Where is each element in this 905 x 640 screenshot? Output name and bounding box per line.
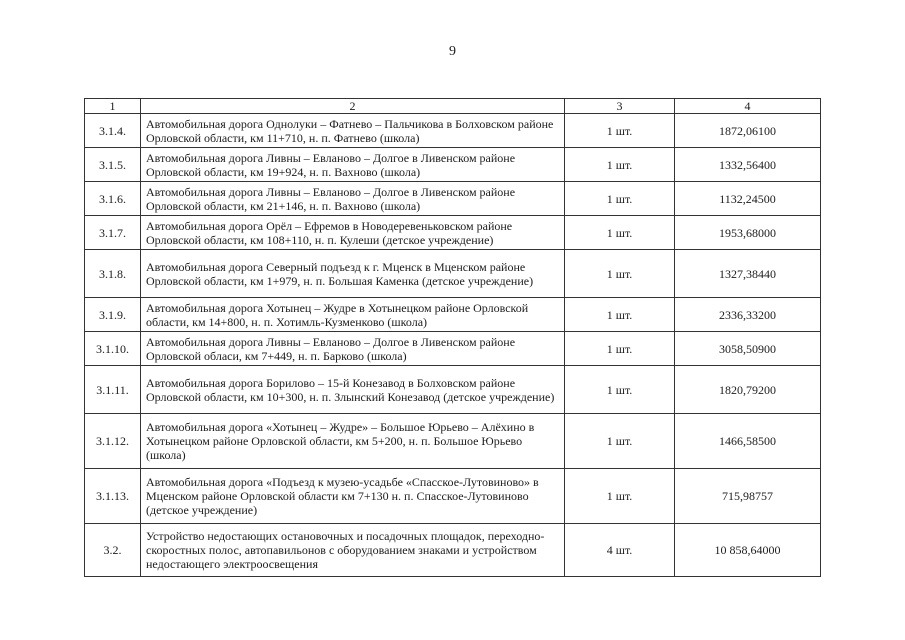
- row-quantity: 1 шт.: [565, 182, 675, 216]
- row-description: Автомобильная дорога Борилово – 15-й Конезавод в Болховском районе Орловской области, км 10+300, н. п. Злынский Конезавод (детское учреждение): [141, 366, 565, 414]
- row-amount: 1466,58500: [675, 414, 821, 469]
- column-header-1: 1: [85, 99, 141, 114]
- row-quantity: 1 шт.: [565, 250, 675, 298]
- table-row: [85, 332, 821, 366]
- row-quantity: 1 шт.: [565, 298, 675, 332]
- row-description: Автомобильная дорога Однолуки – Фатнево – Пальчикова в Болховском районе Орловской области, км 11+710, н. п. Фатнево (школа): [141, 114, 565, 148]
- row-description: Автомобильная дорога Ливны – Евланово – Долгое в Ливенском районе Орловской обласи, км 7+449, н. п. Барково (школа): [141, 332, 565, 366]
- row-quantity: 1 шт.: [565, 148, 675, 182]
- row-description: Автомобильная дорога «Подъезд к музею-усадьбе «Спасское-Лутовиново» в Мценском районе Орловской области км 7+130 н. п. Спасское-Лутовиново (детское учреждение): [141, 469, 565, 524]
- row-description: Автомобильная дорога Северный подъезд к г. Мценск в Мценском районе Орловской области, км 1+979, н. п. Большая Каменка (детское учреждение): [141, 250, 565, 298]
- table-row: [85, 366, 821, 414]
- table-row: [85, 114, 821, 148]
- row-amount: 1132,24500: [675, 182, 821, 216]
- row-quantity: 1 шт.: [565, 469, 675, 524]
- table-row: [85, 148, 821, 182]
- table-row: [85, 414, 821, 469]
- row-description: Автомобильная дорога «Хотынец – Жудре» – Большое Юрьево – Алёхино в Хотынецком районе Орловской области, км 5+200, н. п. Большое Юрьево (школа): [141, 414, 565, 469]
- table-row: [85, 469, 821, 524]
- row-quantity: 4 шт.: [565, 524, 675, 577]
- row-number: 3.1.12.: [85, 414, 141, 469]
- row-number: 3.1.5.: [85, 148, 141, 182]
- row-number: 3.1.11.: [85, 366, 141, 414]
- row-description: Автомобильная дорога Ливны – Евланово – Долгое в Ливенском районе Орловской области, км 21+146, н. п. Вахново (школа): [141, 182, 565, 216]
- row-amount: 715,98757: [675, 469, 821, 524]
- row-number: 3.2.: [85, 524, 141, 577]
- row-number: 3.1.7.: [85, 216, 141, 250]
- table-row: [85, 524, 821, 577]
- table-row: [85, 298, 821, 332]
- row-quantity: 1 шт.: [565, 366, 675, 414]
- row-amount: 2336,33200: [675, 298, 821, 332]
- page-number: 9: [449, 44, 456, 59]
- column-header-3: 3: [565, 99, 675, 114]
- row-number: 3.1.8.: [85, 250, 141, 298]
- row-number: 3.1.10.: [85, 332, 141, 366]
- row-description: Автомобильная дорога Ливны – Евланово – Долгое в Ливенском районе Орловской области, км 19+924, н. п. Вахново (школа): [141, 148, 565, 182]
- row-quantity: 1 шт.: [565, 414, 675, 469]
- row-amount: 1332,56400: [675, 148, 821, 182]
- table-header-row: [85, 99, 821, 114]
- row-amount: 10 858,64000: [675, 524, 821, 577]
- column-header-2: 2: [141, 99, 565, 114]
- budget-table: [84, 98, 821, 577]
- row-amount: 1872,06100: [675, 114, 821, 148]
- table-row: [85, 216, 821, 250]
- row-description: Автомобильная дорога Орёл – Ефремов в Новодеревеньковском районе Орловской области, км 108+110, н. п. Кулеши (детское учреждение): [141, 216, 565, 250]
- row-number: 3.1.13.: [85, 469, 141, 524]
- row-amount: 1953,68000: [675, 216, 821, 250]
- row-amount: 3058,50900: [675, 332, 821, 366]
- table-row: [85, 182, 821, 216]
- row-number: 3.1.6.: [85, 182, 141, 216]
- row-number: 3.1.4.: [85, 114, 141, 148]
- row-description: Автомобильная дорога Хотынец – Жудре в Хотынецком районе Орловской области, км 14+800, н. п. Хотимль-Кузменково (школа): [141, 298, 565, 332]
- row-amount: 1327,38440: [675, 250, 821, 298]
- row-description: Устройство недостающих остановочных и посадочных площадок, переходно-скоростных полос, автопавильонов с оборудованием знаками и устройством недостающего электроосвещения: [141, 524, 565, 577]
- row-quantity: 1 шт.: [565, 114, 675, 148]
- row-number: 3.1.9.: [85, 298, 141, 332]
- table-row: [85, 250, 821, 298]
- row-quantity: 1 шт.: [565, 332, 675, 366]
- column-header-4: 4: [675, 99, 821, 114]
- row-amount: 1820,79200: [675, 366, 821, 414]
- row-quantity: 1 шт.: [565, 216, 675, 250]
